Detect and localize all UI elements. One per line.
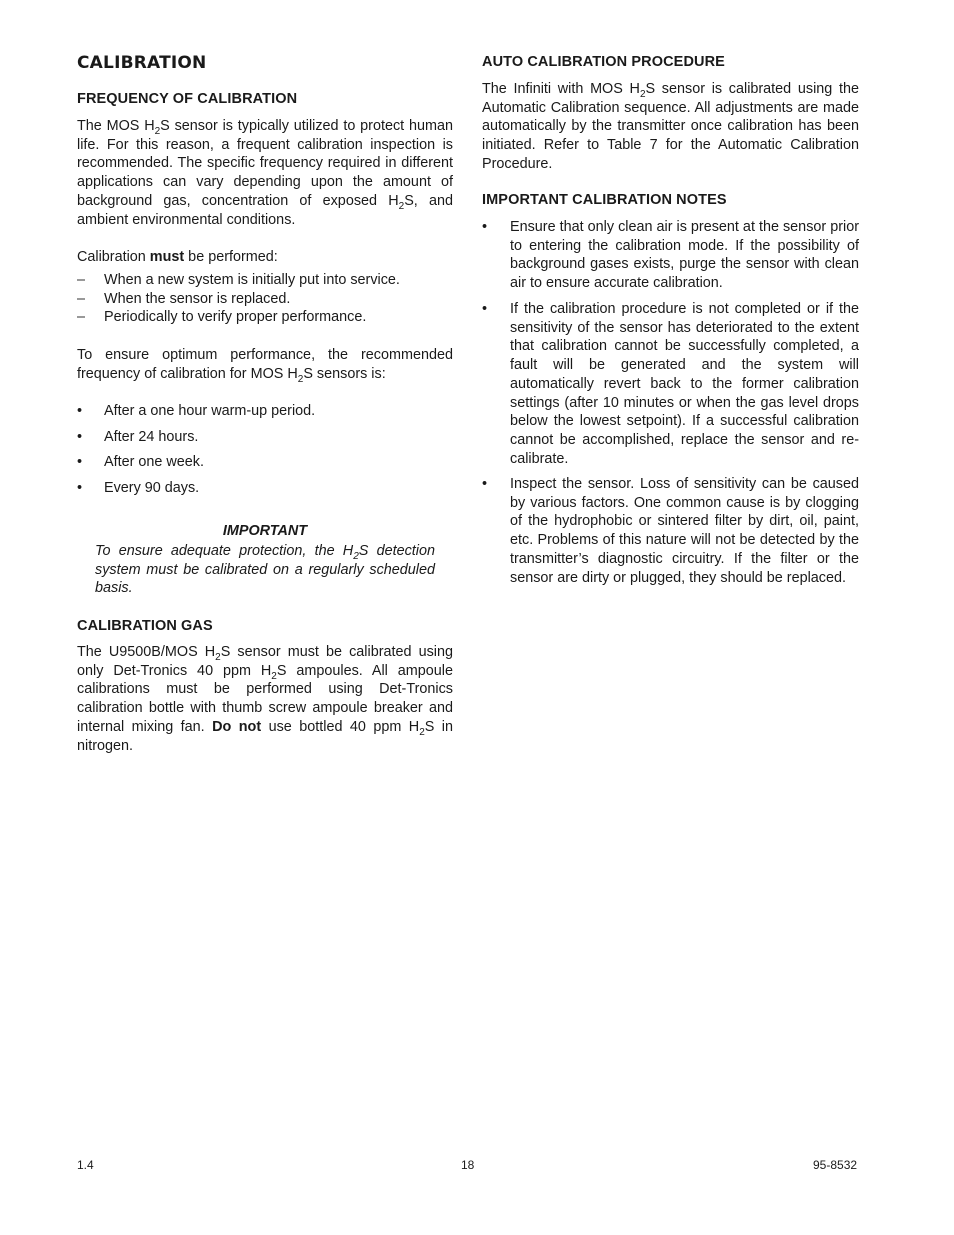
important-note: To ensure adequate protection, the $H_2S$ detection system must be calibrated on a regularly scheduled basis. — [95, 543, 435, 597]
bullet-icon: • — [482, 219, 488, 235]
list-item: • If the calibration procedure is not completed or if the sensitivity of the sensor has deteriorated to the extent that calibration cannot be successfully completed, a fault will be generated and the system will automatically revert back to the former calibration settings (after 10 minutes or when the gas level drops below the lowest setpoint). If a successful calibration cannot be accomplished, replace the sensor and re-calibrate. — [482, 301, 859, 467]
list-item: – When the sensor is replaced. — [77, 290, 453, 309]
auto-calibration-heading: AUTO CALIBRATION PROCEDURE — [482, 54, 725, 70]
auto-calibration-paragraph: The Infiniti with MOS $H_2S$ sensor is calibrated using the Automatic Calibration sequence. All adjustments are made automatically by the transmitter once calibration has been initiated. Refer to Table 7 for the Automatic Calibration Procedure. — [482, 81, 859, 172]
list-item: • After one week. — [77, 453, 204, 472]
calibration-notes-heading: IMPORTANT CALIBRATION NOTES — [482, 192, 727, 208]
list-item: • After a one hour warm-up period. — [77, 402, 315, 421]
frequency-paragraph: The MOS $H_2S$ sensor is typically utilized to protect human life. For this reason, a frequent calibration inspection is recommended. The specific frequency required in different applications can vary depending upon the amount of background gas, concentration of exposed $H_2S$, and ambient environmental conditions. — [77, 118, 453, 228]
must-paragraph: Calibration must be performed: — [77, 249, 278, 265]
list-item: • Ensure that only clean air is present at the sensor prior to entering the calibration mode. If the possibility of background gases exists, purge the sensor with clean air to ensure accurate calibration. — [482, 219, 859, 292]
frequency-heading: FREQUENCY OF CALIBRATION — [77, 91, 298, 107]
list-item: – When a new system is initially put into service. — [77, 271, 453, 290]
optimum-paragraph: To ensure optimum performance, the recommended frequency of calibration for MOS $H_2S$ sensors is: — [77, 347, 453, 385]
footer-document-number: 95-8532 — [813, 1158, 858, 1172]
footer-revision: 1.4 — [77, 1158, 94, 1172]
dash-list — [77, 271, 453, 327]
page-title: CALIBRATION — [77, 53, 207, 73]
list-item: • Every 90 days. — [77, 479, 199, 498]
calibration-gas-paragraph: The U9500B/MOS $H_2S$ sensor must be calibrated using only Det-Tronics 40 ppm $H_2S$ ampoules. All ampoule calibrations must be performed using Det-Tronics calibration bottle with thumb screw ampoule breaker and internal mixing fan. Do not use bottled 40 ppm $H_2S$ in nitrogen. — [77, 644, 454, 754]
list-item: • After 24 hours. — [77, 428, 198, 447]
important-heading: IMPORTANT — [222, 523, 308, 539]
bullet-icon: • — [482, 476, 488, 492]
list-item: – Periodically to verify proper performance. — [77, 308, 453, 327]
calibration-gas-heading: CALIBRATION GAS — [77, 618, 213, 634]
footer-page-number: 18 — [461, 1158, 475, 1172]
list-item: • Inspect the sensor. Loss of sensitivity can be caused by various factors. One common cause is by clogging of the hydrophobic or sintered filter by dirt, oil, paint, etc. Problems of this nature will not be detected by the transmitter’s diagnostic circuitry. If the filter or the sensor are dirty or plugged, they should be replaced. — [482, 476, 859, 586]
bullet-icon: • — [482, 301, 488, 317]
